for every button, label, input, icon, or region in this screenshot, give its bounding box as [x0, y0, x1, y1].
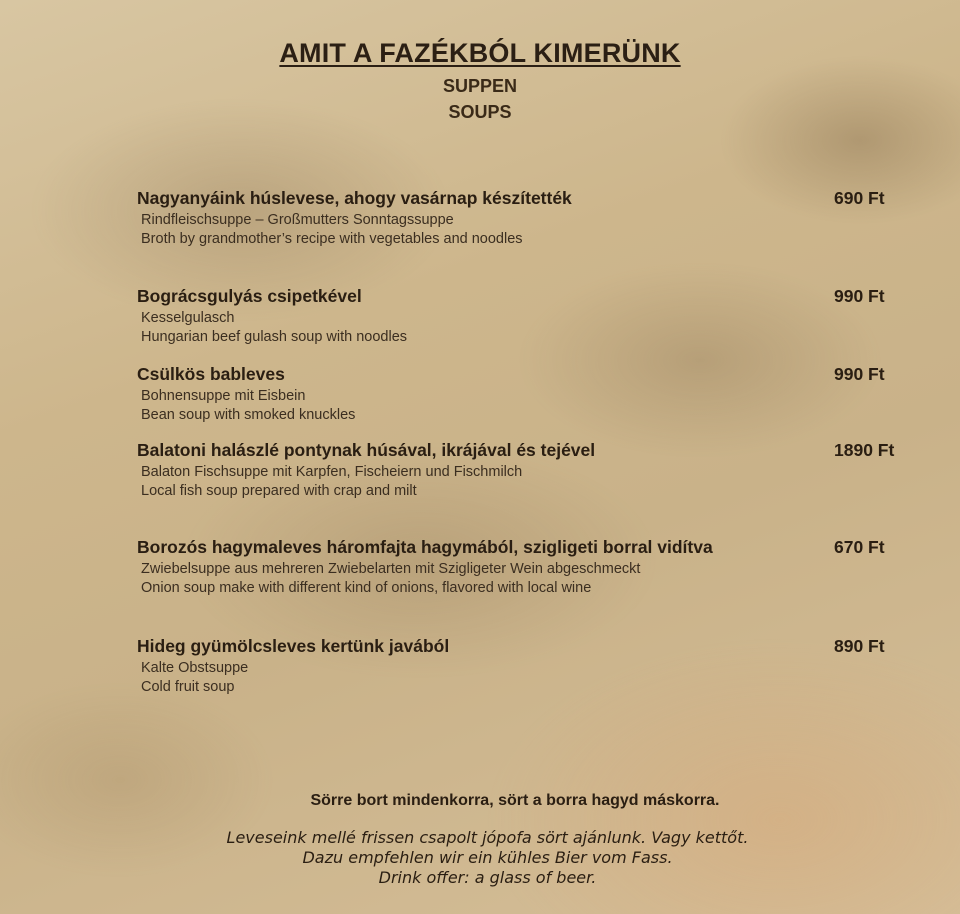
footer-recommendation-german: Dazu empfehlen wir ein kühles Bier vom Fass.	[302, 848, 673, 867]
item-description-english: Onion soup make with different kind of onions, flavored with local wine	[141, 580, 592, 596]
item-description-english: Cold fruit soup	[141, 679, 235, 695]
item-description-german: Kesselgulasch	[141, 310, 235, 326]
item-description-german: Balaton Fischsuppe mit Karpfen, Fischeiern und Fischmilch	[141, 464, 523, 480]
menu-title: AMIT A FAZÉKBÓL KIMERÜNK	[279, 38, 681, 68]
menu-item	[137, 187, 897, 249]
menu-item	[137, 536, 897, 598]
item-price: 1890 Ft	[834, 440, 895, 460]
menu-item	[137, 363, 897, 425]
item-price: 690 Ft	[834, 188, 885, 208]
item-name: Nagyanyáink húslevese, ahogy vasárnap készítették	[137, 188, 572, 208]
subtitle-english: SOUPS	[448, 102, 512, 122]
item-description-german: Bohnensuppe mit Eisbein	[141, 388, 306, 404]
item-description-german: Zwiebelsuppe aus mehreren Zwiebelarten mit Szigligeter Wein abgeschmeckt	[141, 561, 641, 577]
menu-item	[137, 635, 897, 697]
item-price: 890 Ft	[834, 636, 885, 656]
item-name: Bográcsgulyás csipetkével	[137, 286, 362, 306]
item-name: Balatoni halászlé pontynak húsával, ikrájával és tejével	[137, 440, 596, 460]
footer-recommendation-english: Drink offer: a glass of beer.	[378, 868, 597, 887]
footer-recommendation-hungarian: Leveseink mellé frissen csapolt jópofa sört ajánlunk. Vagy kettőt.	[226, 828, 749, 847]
subtitle-german: SUPPEN	[442, 76, 518, 96]
item-description-german: Kalte Obstsuppe	[141, 660, 249, 676]
item-price: 670 Ft	[834, 537, 885, 557]
item-price: 990 Ft	[834, 286, 885, 306]
item-name: Hideg gyümölcsleves kertünk javából	[137, 636, 450, 656]
item-description-english: Bean soup with smoked knuckles	[141, 407, 356, 423]
item-name: Borozós hagymaleves háromfajta hagymából, szigligeti borral vidítva	[137, 537, 713, 557]
footer-motto: Sörre bort mindenkorra, sört a borra hagyd máskorra.	[310, 792, 720, 809]
menu-item	[137, 285, 897, 347]
item-description-english: Hungarian beef gulash soup with noodles	[141, 329, 408, 345]
item-description-english: Broth by grandmother’s recipe with vegetables and noodles	[141, 231, 523, 247]
menu-item	[137, 439, 897, 501]
item-description-english: Local fish soup prepared with crap and milt	[141, 483, 417, 499]
item-price: 990 Ft	[834, 364, 885, 384]
item-description-german: Rindfleischsuppe – Großmutters Sonntagssuppe	[141, 212, 454, 228]
item-name: Csülkös bableves	[137, 364, 285, 384]
